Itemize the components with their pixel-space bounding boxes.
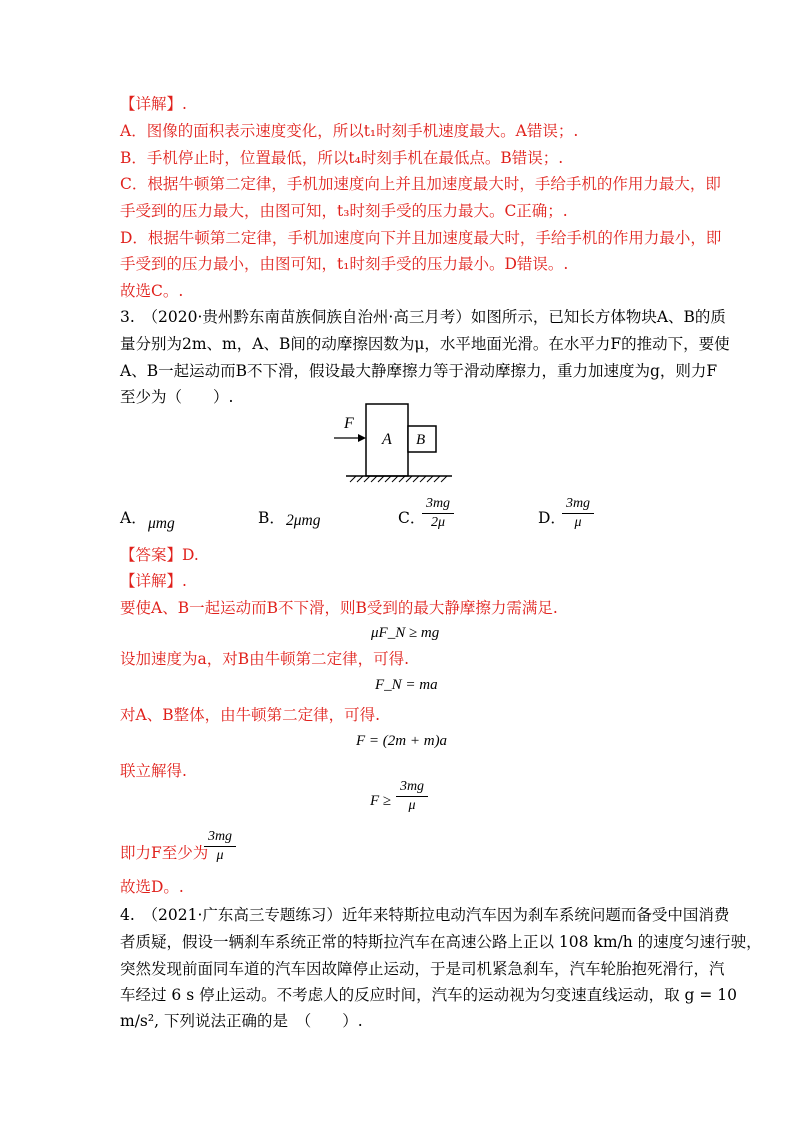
q3-equation1: μF_N ≥ mg — [371, 625, 440, 641]
force-arrow-head — [358, 434, 366, 442]
option-d-label: D． — [538, 509, 566, 527]
q3-text-line2: 量分别为2m、m，A、B间的动摩擦因数为μ，水平地面光滑。在水平力F的推动下，要使 — [120, 335, 730, 353]
option-b-value: 2μmg — [286, 512, 321, 529]
q4-text-line2: 者质疑，假设一辆刹车系统正常的特斯拉汽车在高速公路上正以 108 km/h 的速度匀速行驶， — [120, 933, 762, 951]
block-b-label: B — [416, 432, 426, 448]
option-b — [258, 506, 285, 528]
option-c-label: C． — [398, 509, 426, 527]
explain-option-d-line1: D．根据牛顿第二定律，手机加速度向下并且加速度最大时，手给手机的作用力最小，即 — [120, 229, 722, 247]
option-b-label: B． — [258, 509, 285, 527]
explain-option-c-line2: 手受到的压力最大，由图可知，t₃时刻手受的压力最大。C正确；. — [120, 202, 568, 220]
q3-choice: 故选D。. — [120, 878, 184, 896]
q4-text-line5: m/s², 下列说法正确的是 （ ）. — [120, 1012, 363, 1030]
q3-step5-denominator: μ — [216, 848, 224, 863]
explain-heading: 【详解】. — [120, 95, 187, 113]
explain-option-b: B．手机停止时，位置最低，所以t₄时刻手机在最低点。B错误；. — [120, 149, 564, 167]
q3-equation2: F_N = ma — [375, 677, 438, 693]
q3-step3: 对A、B整体，由牛顿第二定律，可得. — [120, 706, 381, 724]
q3-step4: 联立解得. — [120, 762, 187, 780]
force-label: F — [344, 415, 354, 432]
q3-step1: 要使A、B一起运动而B不下滑，则B受到的最大静摩擦力需满足. — [120, 599, 558, 617]
q3-answer: 【答案】D. — [120, 546, 199, 564]
option-a — [120, 506, 147, 528]
explain-option-a: A．图像的面积表示速度变化，所以t₁时刻手机速度最大。A错误；. — [120, 122, 579, 140]
q3-equation4-fraction — [396, 778, 428, 815]
option-c-fraction — [422, 495, 454, 532]
explain-choice: 故选C。. — [120, 282, 184, 300]
block-a-label: A — [382, 431, 392, 448]
q3-step5: 即力F至少为 — [120, 844, 209, 862]
q3-equation4-numerator: 3mg — [396, 778, 428, 797]
q3-text-line1: 3. （2020·贵州黔东南苗族侗族自治州·高三月考）如图所示，已知长方体物块A、B的质 — [120, 308, 726, 326]
option-a-value: μmg — [148, 515, 175, 532]
q3-equation4-denominator: μ — [408, 798, 416, 813]
option-c-numerator: 3mg — [422, 495, 454, 514]
q3-equation3: F = (2m + m)a — [356, 733, 448, 749]
q4-text-line4: 车经过 6 s 停止运动。不考虑人的反应时间，汽车的运动视为匀变速直线运动，取 g = 10 — [120, 986, 738, 1004]
option-a-label: A． — [120, 509, 147, 527]
q4-text-line1: 4. （2021·广东高三专题练习）近年来特斯拉电动汽车因为刹车系统问题而备受中国消费 — [120, 906, 730, 924]
q3-text-line3: A、B一起运动而B不下滑，假设最大静摩擦力等于滑动摩擦力，重力加速度为g，则力F — [120, 362, 718, 380]
q3-step2: 设加速度为a，对B由牛顿第二定律，可得. — [120, 650, 410, 668]
explain-option-c-line1: C．根据牛顿第二定律，手机加速度向上并且加速度最大时，手给手机的作用力最大，即 — [120, 175, 721, 193]
q3-step5-numerator: 3mg — [204, 828, 236, 847]
q4-text-line3: 突然发现前面同车道的汽车因故障停止运动，于是司机紧急刹车，汽车轮胎抱死滑行，汽 — [120, 960, 725, 978]
option-d-numerator: 3mg — [562, 495, 594, 514]
q3-equation4-left: F ≥ — [370, 793, 392, 809]
q3-detail-heading: 【详解】. — [120, 572, 187, 590]
option-c-denominator: 2μ — [430, 515, 446, 530]
ground-hatch — [350, 476, 447, 482]
block-force-diagram — [330, 400, 460, 490]
option-d-fraction — [562, 495, 594, 532]
explain-option-d-line2: 手受到的压力最小，由图可知，t₁时刻手受的压力最小。D错误。. — [120, 255, 569, 273]
q3-text-line4: 至少为（ ）. — [120, 388, 234, 406]
option-d-denominator: μ — [574, 515, 582, 530]
q3-step5-fraction — [204, 828, 236, 865]
